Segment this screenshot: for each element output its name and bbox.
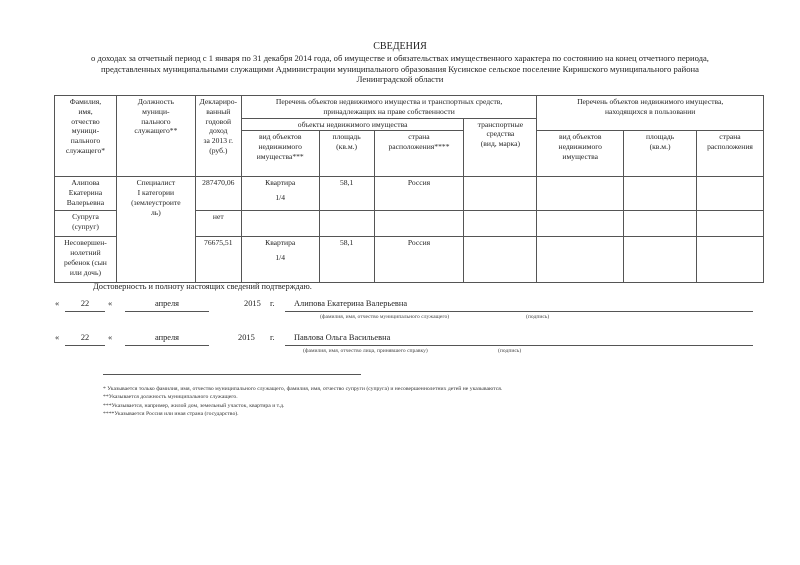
col-income-header: Деклариро- ванный годовой доход за 2013 г. (руб.) — [195, 96, 241, 177]
row-area: 58,1 — [319, 177, 374, 211]
row-area: 58,1 — [319, 237, 374, 283]
row-used-area — [624, 177, 697, 211]
quote-open: « — [55, 333, 60, 342]
year-suffix: г. — [270, 333, 275, 342]
row-income: 287470,06 — [195, 177, 241, 211]
confirm-statement: Достоверность и полноту настоящих сведений подтверждаю. — [93, 282, 312, 291]
sig-day: 22 — [80, 299, 90, 308]
row-position: Специалист I категории (землеустроите ль) — [116, 177, 195, 283]
footnote: **Указывается должность муниципального служащего. — [103, 394, 238, 401]
col-area-header: площадь (кв.м.) — [319, 131, 374, 177]
quote-close: « — [108, 299, 113, 308]
col-used-header: Перечень объектов недвижимого имущества, находящихся в пользовании — [537, 96, 764, 131]
row-income: 76675,51 — [195, 237, 241, 283]
header-line-3: Ленинградской области — [356, 74, 444, 84]
sign-caption: (подпись) — [526, 314, 550, 320]
month-line — [125, 311, 209, 312]
quote-open: « — [55, 299, 60, 308]
col-fio-header: Фамилия, имя, отчество муници- пального служащего* — [55, 96, 117, 177]
sig-month: апреля — [154, 333, 180, 342]
row-used-area — [624, 237, 697, 283]
col-position-header: Должность муници- пального служащего** — [116, 96, 195, 177]
row-used-type — [537, 211, 624, 237]
row-area — [319, 211, 374, 237]
footnotes — [103, 385, 502, 419]
row-object-type — [241, 211, 319, 237]
col-used-country-header: страна расположения — [696, 131, 763, 177]
row-used-type — [537, 177, 624, 211]
col-used-type-header: вид объектов недвижимого имущества — [537, 131, 624, 177]
col-used-area-header: площадь (кв.м.) — [624, 131, 697, 177]
name-line — [285, 345, 753, 346]
declaration-table — [54, 95, 764, 283]
day-line — [65, 311, 105, 312]
header-line-2: представленных муниципальными служащими Администрации муниципального образования Кусинское сельское поселение Киришского муниципального района — [101, 63, 699, 74]
row-fio: Алипова Екатерина Валерьевна — [55, 177, 117, 211]
row-vehicles — [464, 237, 537, 283]
quote-close: « — [108, 333, 113, 342]
sig-name: Алипова Екатерина Валерьевна — [294, 299, 408, 308]
row-object-type: Квартира 1/4 — [241, 237, 319, 283]
row-country: Россия — [374, 237, 464, 283]
footnote-divider — [103, 374, 361, 375]
table-row — [55, 177, 764, 211]
row-fio: Несовершен- нолетний ребенок (сын или дочь) — [55, 237, 117, 283]
row-used-country — [696, 237, 763, 283]
row-country — [374, 211, 464, 237]
month-line — [125, 345, 209, 346]
row-income: нет — [195, 211, 241, 237]
footnote: * Указывается только фамилия, имя, отчество муниципального служащего, фамилия, имя, отчество супруги (супруга) и несовершеннолетних детей не указываются. — [103, 386, 503, 392]
row-country: Россия — [374, 177, 464, 211]
header-line-1: о доходах за отчетный период с 1 января по 31 декабря 2014 года, об имуществе и обязательствах имущественного характера по состоянию на конец отчетного периода, — [91, 53, 709, 63]
row-vehicles — [464, 211, 537, 237]
row-fio: Супруга (супруг) — [55, 211, 117, 237]
sig-day: 22 — [80, 333, 90, 342]
footnote: ***Указывается, например, жилой дом, земельный участок, квартира и т.д. — [103, 402, 285, 409]
day-line — [65, 345, 105, 346]
row-used-area — [624, 211, 697, 237]
row-used-type — [537, 237, 624, 283]
sig-name: Павлова Ольга Васильевна — [294, 333, 391, 342]
col-object-type-header: вид объектов недвижимого имущества*** — [241, 131, 319, 177]
name-caption: (фамилия, имя, отчество муниципального служащего) — [320, 314, 450, 320]
row-used-country — [696, 177, 763, 211]
name-caption: (фамилия, имя, отчество лица, принявшего справку) — [303, 348, 428, 354]
footnote: ****Указывается Россия или иная страна (государство). — [103, 411, 239, 418]
document-title: СВЕДЕНИЯ — [373, 41, 427, 52]
sig-month: апреля — [154, 299, 180, 308]
col-vehicles-header: транспортные средства (вид, марка) — [464, 118, 537, 177]
sig-year: 2015 — [238, 333, 255, 342]
year-suffix: г. — [270, 299, 275, 308]
name-line — [285, 311, 753, 312]
sig-year: 2015 — [244, 299, 261, 308]
row-object-type: Квартира 1/4 — [241, 177, 319, 211]
col-country-header: страна расположения**** — [374, 131, 464, 177]
col-owned-realty-header: объекты недвижимого имущества — [241, 118, 464, 131]
col-owned-header: Перечень объектов недвижимого имущества и транспортных средств, принадлежащих на праве собственности — [241, 96, 537, 119]
sign-caption: (подпись) — [498, 348, 522, 354]
document-header — [40, 40, 760, 85]
row-vehicles — [464, 177, 537, 211]
row-used-country — [696, 211, 763, 237]
